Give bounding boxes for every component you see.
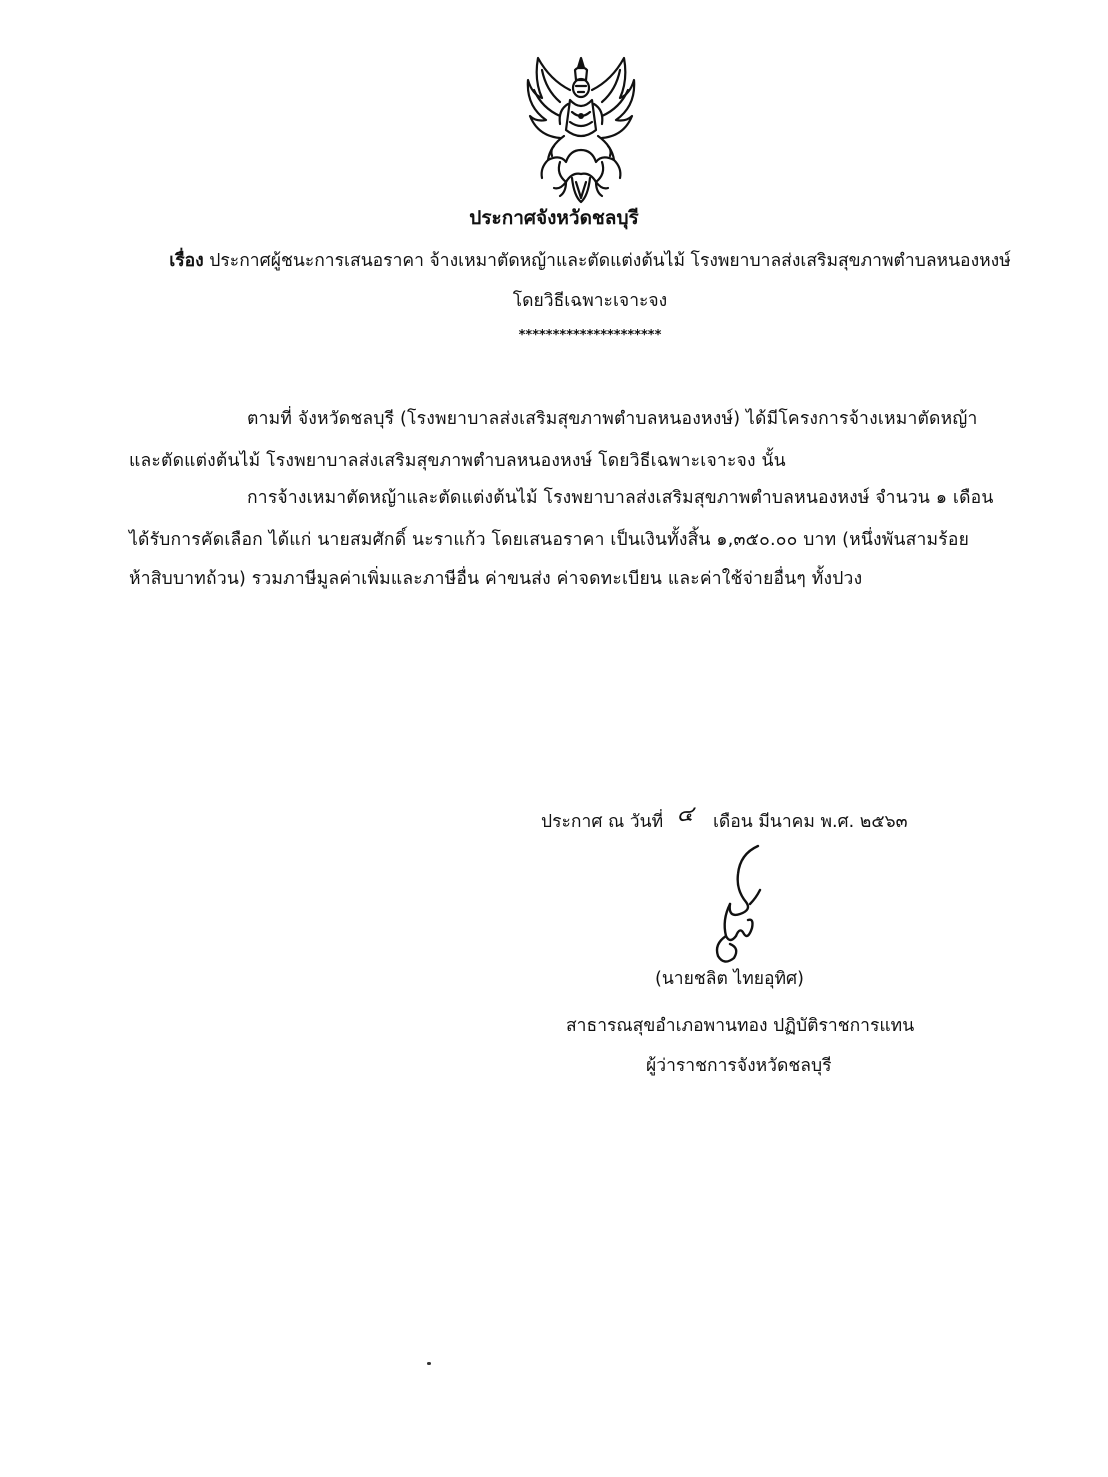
subject-label: เรื่อง	[169, 251, 204, 271]
body-line-3: การจ้างเหมาตัดหญ้าและตัดแต่งต้นไม้ โรงพยาบาลส่งเสริมสุขภาพตำบลหนองหงษ์ จำนวน ๑ เดือน	[247, 488, 994, 508]
signer-name: (นายชลิต ไทยอุทิศ)	[655, 969, 804, 989]
announcement-date	[541, 802, 908, 837]
handwritten-signature-icon	[700, 840, 770, 970]
garuda-emblem-icon	[520, 50, 642, 208]
signer-position-2: ผู้ว่าราชการจังหวัดชลบุรี	[646, 1056, 832, 1076]
subject-text-continued: โดยวิธีเฉพาะเจาะจง	[512, 291, 668, 311]
document-title: ประกาศจังหวัดชลบุรี	[469, 207, 639, 229]
date-suffix: เดือน มีนาคม พ.ศ. ๒๕๖๓	[712, 812, 908, 832]
date-day: ๔	[676, 802, 694, 827]
body-line-1: ตามที่ จังหวัดชลบุรี (โรงพยาบาลส่งเสริมสุขภาพตำบลหนองหงษ์) ได้มีโครงการจ้างเหมาตัดหญ้า	[247, 409, 978, 429]
subject-text: ประกาศผู้ชนะการเสนอราคา จ้างเหมาตัดหญ้าและตัดแต่งต้นไม้ โรงพยาบาลส่งเสริมสุขภาพตำบลหนองหงษ์	[209, 251, 1011, 271]
body-line-5: ห้าสิบบาทถ้วน) รวมภาษีมูลค่าเพิ่มและภาษีอื่น ค่าขนส่ง ค่าจดทะเบียน และค่าใช้จ่ายอื่นๆ ทั้งปวง	[129, 569, 863, 589]
scan-speck	[427, 1362, 431, 1365]
signer-position-1: สาธารณสุขอำเภอพานทอง ปฏิบัติราชการแทน	[566, 1016, 915, 1036]
body-line-4: ได้รับการคัดเลือก ได้แก่ นายสมศักดิ์ นะราแก้ว โดยเสนอราคา เป็นเงินทั้งสิ้น ๑,๓๕๐.๐๐ บาท (หนึ่งพันสามร้อย	[129, 530, 970, 550]
date-prefix: ประกาศ ณ วันที่	[541, 812, 664, 832]
subject-line	[130, 246, 1050, 276]
body-line-2: และตัดแต่งต้นไม้ โรงพยาบาลส่งเสริมสุขภาพตำบลหนองหงษ์ โดยวิธีเฉพาะเจาะจง นั้น	[129, 451, 786, 471]
separator-stars: *********************	[518, 328, 662, 343]
